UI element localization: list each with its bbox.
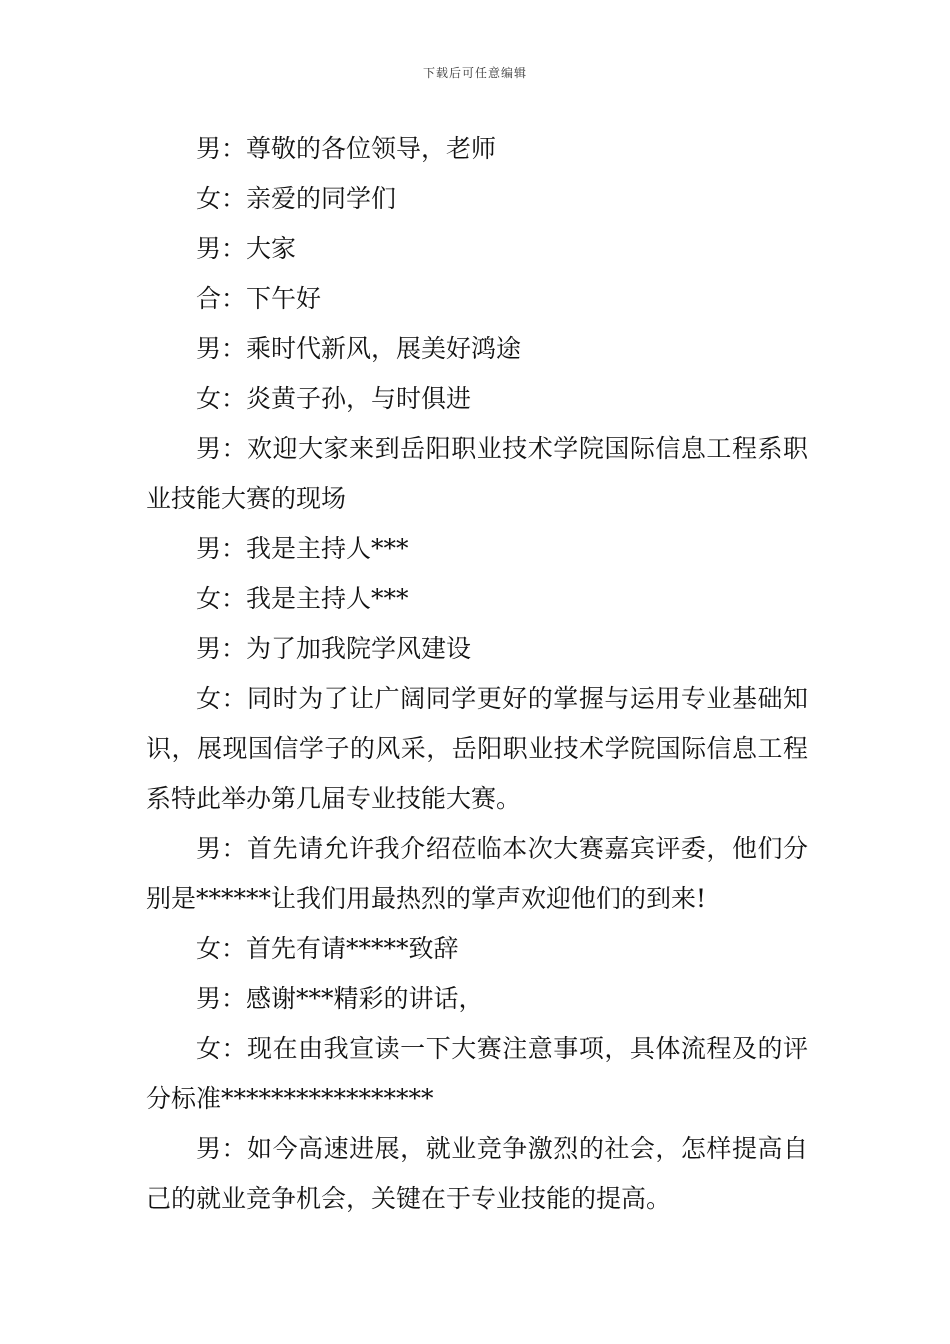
paragraph: 男：大家 xyxy=(196,234,297,263)
paragraph: 女：我是主持人*** xyxy=(196,584,409,613)
paragraph: 男：为了加我院学风建设 xyxy=(196,634,472,663)
paragraph: 女：炎黄子孙，与时俱进 xyxy=(196,384,472,413)
paragraph: 男：感谢***精彩的讲话， xyxy=(196,984,484,1013)
paragraph: 女：同时为了让广阔同学更好的掌握与运用专业基础知识，展现国信学子的风采，岳阳职业技术学院国际信息工程系特此举办第几届专业技能大赛。 xyxy=(146,684,808,813)
paragraph: 男：尊敬的各位领导，老师 xyxy=(196,134,497,163)
paragraph: 女：首先有请*****致辞 xyxy=(196,934,459,963)
paragraph: 男：乘时代新风，展美好鸿途 xyxy=(196,334,522,363)
paragraph: 合：下午好 xyxy=(196,284,322,313)
paragraph: 男：首先请允许我介绍莅临本次大赛嘉宾评委，他们分别是******让我们用最热烈的掌声欢迎他们的到来! xyxy=(146,834,808,913)
document-body xyxy=(146,124,808,1224)
paragraph: 女：现在由我宣读一下大赛注意事项，具体流程及的评分标准***************** xyxy=(146,1034,808,1113)
paragraph: 男：欢迎大家来到岳阳职业技术学院国际信息工程系职业技能大赛的现场 xyxy=(146,434,808,513)
paragraph: 男：如今高速进展，就业竞争激烈的社会，怎样提高自己的就业竞争机会，关键在于专业技能的提高。 xyxy=(146,1134,808,1213)
paragraph: 女：亲爱的同学们 xyxy=(196,184,397,213)
paragraph: 男：我是主持人*** xyxy=(196,534,409,563)
page-header: 下载后可任意编辑 xyxy=(422,66,527,80)
